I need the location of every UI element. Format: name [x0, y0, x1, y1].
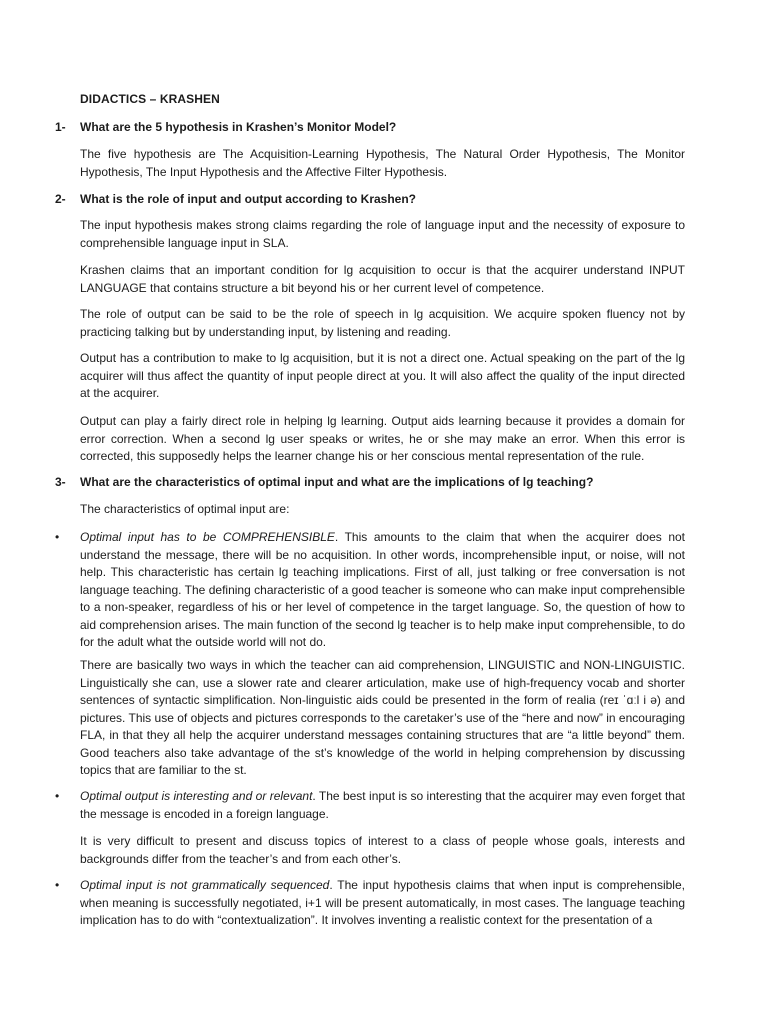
- bullet-2-text: . The best input is so interesting that the acquirer may even forget that the message is encoded in a foreign language.: [80, 789, 685, 821]
- bullet-1-text: . This amounts to the claim that when the acquirer does not understand the message, there will be no acquisition. In other words, incomprehensible input, or noise, will not help. This characteristic has certain lg teaching implications. First of all, just talking or free conversation is not language teaching. The defining characteristic of a good teacher is someone who can make input comprehensible to a non-speaker, regardless of his or her level of competence in the target language. So, the question of how to aid comprehension arises. The main function of the second lg teacher is to help make input comprehensible, to do for the adult what the outside world will not do.: [80, 530, 686, 649]
- bullet-1-paragraph: [80, 529, 685, 652]
- bullet-marker: •: [55, 878, 60, 892]
- answer-3-intro: The characteristics of optimal input are:: [80, 502, 290, 516]
- question-number: 1-: [55, 120, 66, 134]
- answer-2-paragraph-5: Output can play a fairly direct role in helping lg learning. Output aids learning because it provides a domain for error correction. When a second lg user speaks or writes, he or she may make an error. When this error is corrected, this supposedly helps the learner change his or her conscious mental representation of the rule.: [80, 414, 685, 463]
- bullet-marker: •: [55, 530, 60, 544]
- bullet-3-paragraph: [80, 877, 685, 930]
- bullet-marker: •: [55, 789, 60, 803]
- answer-2-paragraph-1: The input hypothesis makes strong claims regarding the role of language input and the necessity of exposure to comprehensible language input in SLA.: [80, 218, 685, 250]
- answer-2-paragraph-3: The role of output can be said to be the role of speech in lg acquisition. We acquire spoken fluency not by practicing talking but by understanding input, by listening and reading.: [80, 307, 685, 339]
- document-title: DIDACTICS – KRASHEN: [80, 92, 220, 106]
- question-number: 3-: [55, 475, 66, 489]
- bullet-2-followup: It is very difficult to present and discuss topics of interest to a class of people whose goals, interests and backgrounds differ from the teacher’s and from each other’s.: [80, 834, 685, 866]
- answer-2-paragraph-2: Krashen claims that an important condition for lg acquisition to occur is that the acquirer understand INPUT LANGUAGE that contains structure a bit beyond his or her current level of competence.: [80, 263, 685, 295]
- question-text: What is the role of input and output according to Krashen?: [80, 192, 416, 206]
- bullet-3-text: . The input hypothesis claims that when input is comprehensible, when meaning is successfully negotiated, i+1 will be present automatically, in most cases. The language teaching implication has to do with “contextualization”. It involves inventing a realistic context for the presentation of a: [80, 878, 685, 927]
- bullet-2-lead: Optimal output is interesting and or relevant: [80, 789, 313, 803]
- question-text: What are the 5 hypothesis in Krashen’s Monitor Model?: [80, 120, 397, 134]
- bullet-1-lead: Optimal input has to be COMPREHENSIBLE: [80, 530, 335, 544]
- question-number: 2-: [55, 192, 66, 206]
- answer-2-paragraph-4: Output has a contribution to make to lg acquisition, but it is not a direct one. Actual speaking on the part of the lg acquirer will thus affect the quantity of input people direct at you. It will also affect the quality of the input directed at the acquirer.: [80, 351, 685, 400]
- answer-1: The five hypothesis are The Acquisition-Learning Hypothesis, The Natural Order Hypothesis, The Monitor Hypothesis, The Input Hypothesis and the Affective Filter Hypothesis.: [80, 147, 685, 179]
- bullet-1-followup: There are basically two ways in which the teacher can aid comprehension, LINGUISTIC and NON-LINGUISTIC. Linguistically she can, use a slower rate and clearer articulation, make use of high-frequency vocab and shorter sentences of syntactic simplification. Non-linguistic aids could be presented in the form of realia (reɪ ˈɑːl i ə) and pictures. This use of objects and pictures corresponds to the caretaker’s use of the “here and now” in encouraging FLA, in that they all help the acquirer understand messages containing structures that are “a little beyond” them. Good teachers also take advantage of the st’s knowledge of the world in helping comprehension by discussing topics that are familiar to the st.: [80, 658, 685, 777]
- question-text: What are the characteristics of optimal input and what are the implications of lg teaching?: [80, 475, 594, 489]
- bullet-3-lead: Optimal input is not grammatically sequenced: [80, 878, 330, 892]
- bullet-2-paragraph: [80, 788, 685, 823]
